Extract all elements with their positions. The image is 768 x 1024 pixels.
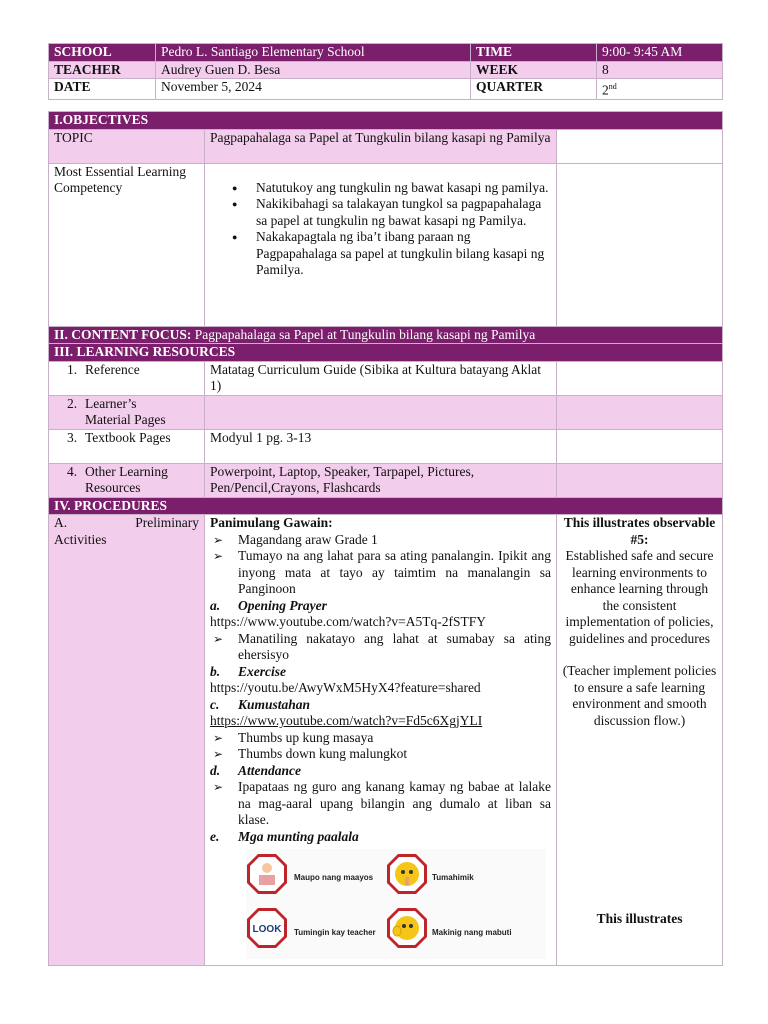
exercise-link[interactable]: https://youtu.be/AwyWxM5HyX4?feature=shared [210,680,481,695]
resource-notes [557,361,723,395]
date-value: November 5, 2024 [156,79,471,100]
melc-label: Most Essential Learning Competency [49,163,205,326]
prayer-heading [210,598,551,615]
quarter-value [597,79,723,100]
look-octagon [246,907,288,949]
content-focus-label: II. CONTENT FOCUS: [54,326,192,342]
kumustahan-link[interactable]: https://www.youtube.com/watch?v=Fd5c6XgjYLI [210,713,483,728]
prayer-instruction: ➢ Tumayo na ang lahat para sa ating panalangin. Ipikit ang inyong mata at tayo ay taimtim na manalangin sa Panginoon [210,548,551,598]
observable-body: Established safe and secure learning environments to enhance learning through the consistent implementation of policies, guidelines and procedures [565,548,714,646]
content-focus [49,326,723,344]
date-label: DATE [49,79,156,100]
observable-title: This illustrates observable #5: [563,515,716,547]
header-row-school [49,44,723,62]
procedures-header-row [49,497,723,515]
preliminary-content [205,515,557,966]
header-row-date [49,79,723,100]
resource-label [49,429,205,463]
attendance-letter: d. [210,762,221,778]
quiet-sign-icon [386,853,428,895]
melc-item: ● Natutukoy ang tungkulin ng bawat kasapi ng pamilya. [256,180,551,197]
kumustahan-letter: c. [210,696,220,712]
sign-label: Tumingin kay teacher [294,928,376,937]
resource-label [49,395,205,429]
preliminary-label-line [54,515,199,532]
prayer-title: Opening Prayer [238,597,327,613]
kumustahan-title: Kumustahan [238,696,311,712]
preliminary-letter: A. [54,515,68,530]
resource-name: Reference [85,361,140,377]
prayer-letter: a. [210,597,221,613]
preliminary-label [49,515,205,966]
header-table [48,43,723,100]
melc-list [210,180,551,279]
resource-label [49,361,205,395]
sit-properly-octagon [246,853,288,895]
sign-label: Tumahimik [432,873,474,882]
lesson-table [48,111,723,966]
teacher-label: TEACHER [49,61,156,79]
resource-number: 1. [67,361,78,377]
school-value: Pedro L. Santiago Elementary School [156,44,471,62]
preliminary-word2: Activities [54,531,107,547]
panimula-heading: Panimulang Gawain: [210,515,333,530]
resource-row [49,463,723,497]
sit-properly-sign-icon [246,853,288,895]
look-at-teacher-sign-icon [246,907,288,949]
week-value: 8 [597,61,723,79]
sign-label: Maupo nang maayos [294,873,374,882]
kumustahan-heading [210,697,551,714]
melc-item: ● Nakakapagtala ng iba’t ibang paraan ng Pagpapahalaga sa papel at tungkulin bilang kasapi ng Pamilya. [256,229,551,279]
quarter-label: QUARTER [471,79,597,100]
procedures-title: IV. PROCEDURES [49,497,723,515]
melc-notes [557,163,723,326]
resource-row [49,395,723,429]
observable-note: (Teacher implement policies to ensure a safe learning environment and smooth discussion flow.) [562,663,717,728]
prayer-link[interactable]: https://www.youtube.com/watch?v=A5Tq-2fSTFY [210,614,486,629]
resource-value: Powerpoint, Laptop, Speaker, Tarpapel, Pictures, Pen/Pencil,Crayons, Flashcards [205,463,557,497]
time-value: 9:00- 9:45 AM [597,44,723,62]
thumbs-up-item: ➢ Thumbs up kung masaya [210,730,551,747]
exercise-letter: b. [210,663,221,679]
resource-notes [557,463,723,497]
melc-list-cell [205,163,557,326]
resource-name: Textbook Pages [85,429,171,445]
resource-value [205,395,557,429]
melc-item: ● Nakikibahagi sa talakayan tungkol sa pagpapahalaga sa papel at tungkulin ng bawat kasapi ng Pamilya. [256,196,551,229]
quiet-octagon [386,853,428,895]
week-label: WEEK [471,61,597,79]
resource-value: Matatag Curriculum Guide (Sibika at Kultura batayang Aklat 1) [205,361,557,395]
resource-notes [557,429,723,463]
resource-number: 4. [67,463,78,479]
resource-name: Other Learning Resources [85,463,168,495]
resources-title: III. LEARNING RESOURCES [49,344,723,362]
content-focus-value: Pagpapahalaga sa Papel at Tungkulin bilang kasapi ng Pamilya [194,326,536,342]
topic-notes [557,129,723,163]
melc-row [49,163,723,326]
resource-label [49,463,205,497]
look-text: LOOK [252,924,282,935]
attendance-heading [210,763,551,780]
preliminary-row [49,515,723,966]
listen-octagon [386,907,428,949]
greeting-item: ➢ Magandang araw Grade 1 [210,532,551,549]
thumbs-down-item: ➢ Thumbs down kung malungkot [210,746,551,763]
content-focus-row [49,326,723,344]
resource-number: 2. [67,395,78,411]
resource-value: Modyul 1 pg. 3-13 [205,429,557,463]
sign-label: Makinig nang mabuti [432,928,512,937]
observable-notes [557,515,723,966]
reminders-image [246,849,546,959]
objectives-title: I.OBJECTIVES [49,112,723,130]
header-row-teacher [49,61,723,79]
exercise-instruction: ➢ Manatiling nakatayo ang lahat at sumabay sa ating ehersisyo [210,631,551,664]
teacher-value: Audrey Guen D. Besa [156,61,471,79]
quarter-number: 2 [602,82,609,98]
reminders-heading [210,829,551,846]
resource-name: Learner’s Material Pages [85,395,166,427]
school-label: SCHOOL [49,44,156,62]
topic-value: Pagpapahalaga sa Papel at Tungkulin bilang kasapi ng Pamilya [205,129,557,163]
reminders-title: Mga munting paalala [238,828,359,844]
listen-sign-icon [386,907,428,949]
exercise-title: Exercise [238,663,286,679]
attendance-title: Attendance [238,762,301,778]
resource-notes [557,395,723,429]
attendance-instruction: ➢ Ipapataas ng guro ang kanang kamay ng babae at lalake na mag-aaral upang bilangin ang dumalo at liban sa klase. [210,779,551,829]
resource-number: 3. [67,429,78,445]
objectives-header-row [49,112,723,130]
time-label: TIME [471,44,597,62]
exercise-heading [210,664,551,681]
observable-next: This illustrates [596,911,683,926]
quarter-suffix: nd [608,82,617,91]
resource-row [49,429,723,463]
preliminary-word: Preliminary [135,515,199,530]
resources-header-row [49,344,723,362]
reminders-letter: e. [210,828,220,844]
resource-row [49,361,723,395]
topic-row [49,129,723,163]
topic-label: TOPIC [49,129,205,163]
